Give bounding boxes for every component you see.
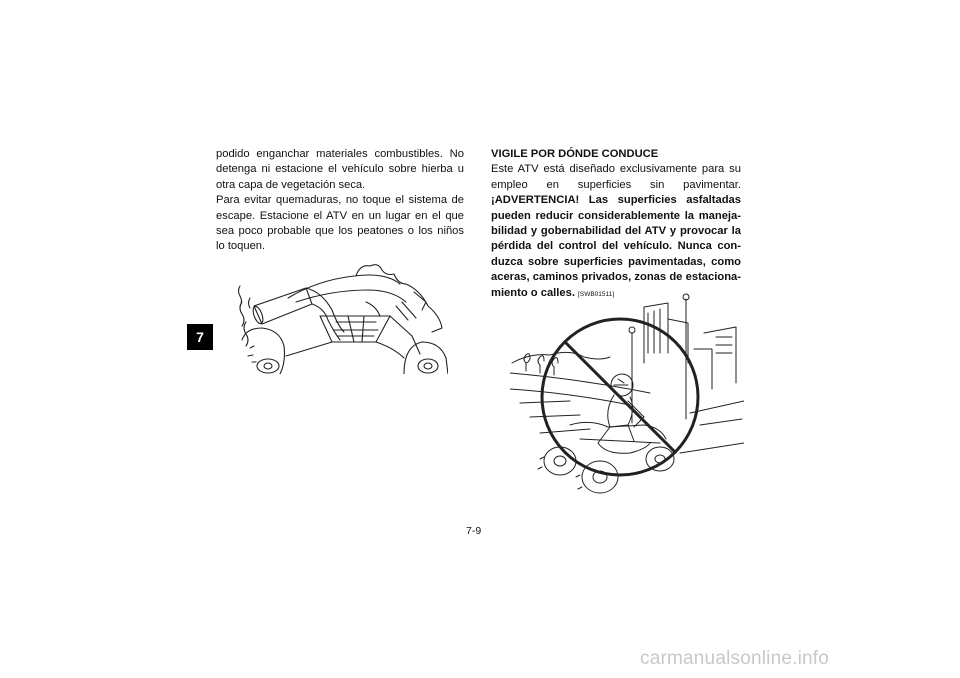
paragraph-quemaduras: Para evitar quemaduras, no toque el sistema de escape. Estacione el ATV en un lugar en el que sea poco probable que los peatones o los niños lo toquen. (216, 194, 464, 253)
intro-text: Este ATV está diseñado exclusivamente para su empleo en superficies sin pavimentar. (491, 163, 741, 191)
atv-exhaust-illustration (236, 262, 448, 374)
section-heading: VIGILE POR DÓNDE CONDUCE (491, 148, 659, 160)
right-column (491, 147, 741, 302)
left-column (216, 147, 464, 255)
warning-paragraph (491, 162, 741, 302)
page-number: 7-9 (466, 525, 482, 537)
watermark: carmanualsonline.info (640, 648, 830, 669)
warning-reference: [SWB01511] (578, 290, 615, 298)
chapter-number: 7 (196, 329, 204, 345)
warning-text: ¡ADVERTENCIA! Las superficies asfaltadas pueden reducir considerablemente la manejabilidad y gobernabilidad del ATV y provocar la pérdida del control del vehículo. Nunca conduzca sobre superficies pavimentadas, como aceras, caminos privados, zonas de estacionamiento o calles. (491, 194, 741, 299)
paragraph-combustibles: podido enganchar materiales combustibles. No detenga ni estacione el vehículo sobre hierba u otra capa de vegetación seca. (216, 148, 464, 191)
chapter-tab (187, 324, 213, 350)
no-paved-roads-illustration (510, 290, 744, 503)
